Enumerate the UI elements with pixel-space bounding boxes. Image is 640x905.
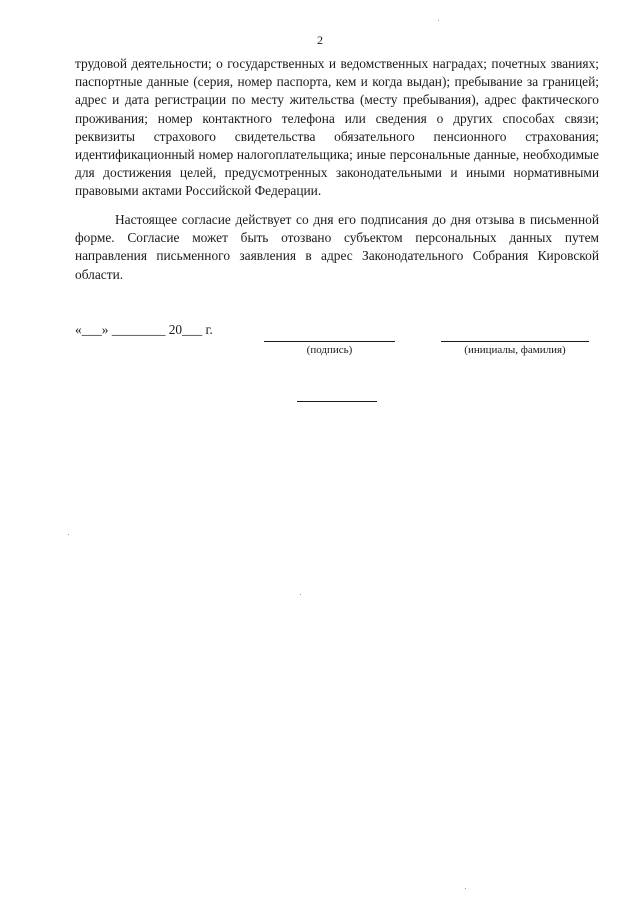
signature-block	[264, 331, 395, 371]
name-line	[441, 341, 589, 342]
scan-speck	[300, 594, 301, 595]
date-placeholder: «___» ________ 20___ г.	[75, 322, 213, 337]
scan-speck	[465, 888, 466, 889]
page-number: 2	[317, 33, 323, 47]
paragraph-consent-validity: Настоящее согласие действует со дня его подписания до дня отзыва в письменной форме. Согласие может быть отозвано субъектом персональных данных путем направления письменного заявления в адрес Законодательного Собрания Кировской области.	[75, 212, 599, 282]
name-caption: (инициалы, фамилия)	[464, 344, 566, 356]
signature-line	[264, 341, 395, 342]
scan-speck	[68, 534, 69, 535]
signature-caption: (подпись)	[306, 344, 353, 356]
name-block	[441, 331, 589, 371]
scan-speck	[438, 20, 439, 21]
paragraph-personal-data-list: трудовой деятельности; о государственных и ведомственных наградах; почетных званиях; паспортные данные (серия, номер паспорта, кем и когда выдан); пребывание за границей; адрес и дата регистрации по месту жительства (месту пребывания), адрес фактического проживания; номер контактного телефона или сведения о других способах связи; реквизиты страхового свидетельства обязательного пенсионного страхования; идентификационный номер налогоплательщика; иные персональные данные, необходимые для достижения целей, предусмотренных законодательными и иными нормативными правовыми актами Российской Федерации.	[75, 56, 599, 199]
end-of-document-rule	[297, 401, 377, 402]
